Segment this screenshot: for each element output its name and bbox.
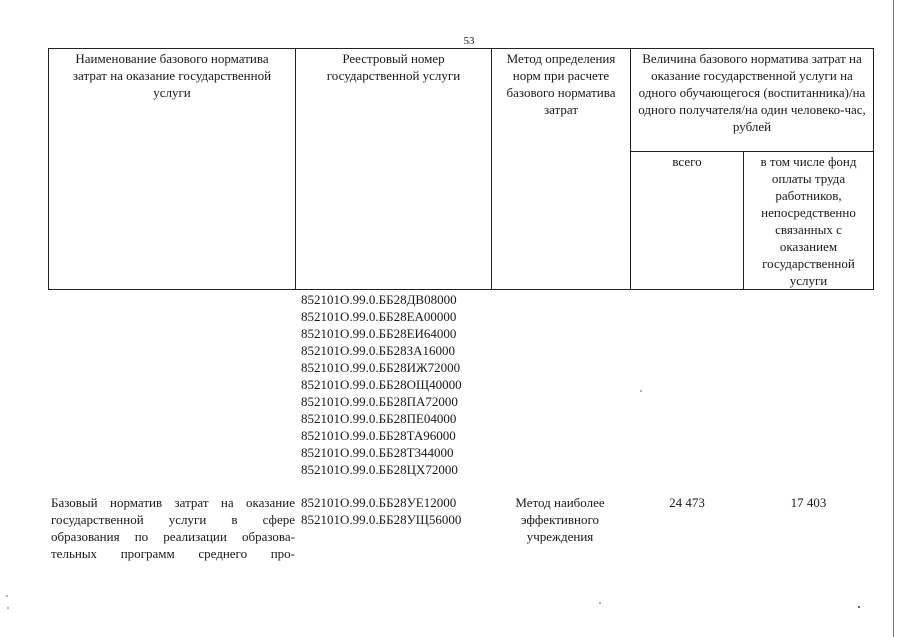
scan-speck xyxy=(640,390,642,392)
row-name-line: тельных программ среднего про- xyxy=(51,546,295,561)
registry-code: 852101О.99.0.ББ28ЕИ64000 xyxy=(301,326,457,341)
registry-code: 852101О.99.0.ББ28УЕ12000 xyxy=(301,495,457,510)
row-method-line: учреждения xyxy=(526,529,594,544)
header-registry-text: Реестровый номер государственной услуги xyxy=(326,51,461,83)
header-total xyxy=(631,152,744,290)
registry-code: 852101О.99.0.ББ28ЗА16000 xyxy=(301,343,455,358)
header-name-text: Наименование базового норматива затрат на оказание государственной услуги xyxy=(72,51,272,100)
header-method xyxy=(492,49,631,290)
registry-code: 852101О.99.0.ББ28ДВ08000 xyxy=(301,292,457,307)
registry-code: 852101О.99.0.ББ28ТА96000 xyxy=(301,428,456,443)
registry-code: 852101О.99.0.ББ28Т344000 xyxy=(301,445,454,460)
page-number: 53 xyxy=(463,35,475,47)
header-registry xyxy=(296,49,492,290)
registry-code: 852101О.99.0.ББ28ПЕ04000 xyxy=(301,411,457,426)
header-total-text: всего xyxy=(672,154,702,169)
continued-codes-list xyxy=(301,291,462,478)
scan-speck xyxy=(858,606,860,608)
row-name-line: Базовый норматив затрат на оказание xyxy=(51,495,295,510)
row-method-line: Метод наиболее xyxy=(515,495,605,510)
registry-code: 852101О.99.0.ББ28ИЖ72000 xyxy=(301,360,461,375)
registry-code: 852101О.99.0.ББ28УЩ56000 xyxy=(301,512,462,527)
scan-speck xyxy=(599,602,601,604)
page-edge-line xyxy=(893,0,894,637)
row-total-value: 24 473 xyxy=(669,495,705,510)
row-norm-name xyxy=(51,494,295,562)
header-method-text: Метод определения норм при расчете базового норматива затрат xyxy=(506,51,616,117)
registry-code: 852101О.99.0.ББ28ОЩ40000 xyxy=(301,377,462,392)
row-registry-codes xyxy=(301,494,461,528)
row-fot-value: 17 403 xyxy=(790,495,827,510)
row-method xyxy=(491,494,629,545)
row-name-line: образования по реализации образова- xyxy=(51,529,295,544)
row-name-line: государственной услуги в сфере xyxy=(51,512,295,527)
header-fot-text: в том числе фонд оплаты труда работников, непосредственно связанных с оказанием государственной услуги xyxy=(760,154,857,288)
header-value xyxy=(631,49,874,152)
registry-code: 852101О.99.0.ББ28ЦХ72000 xyxy=(301,462,458,477)
registry-code: 852101О.99.0.ББ28ЕА00000 xyxy=(301,309,457,324)
row-method-line: эффективного xyxy=(521,512,599,527)
header-value-text: Величина базового норматива затрат на оказание государственной услуги на одного обучающегося (воспитанника)/на одного получателя/на один человеко-час, рублей xyxy=(638,51,866,134)
registry-code: 852101О.99.0.ББ28ПА72000 xyxy=(301,394,458,409)
scan-speck xyxy=(6,595,8,597)
scan-speck xyxy=(7,607,9,609)
header-table xyxy=(48,48,874,290)
header-name xyxy=(49,49,296,290)
header-fot xyxy=(744,152,874,290)
